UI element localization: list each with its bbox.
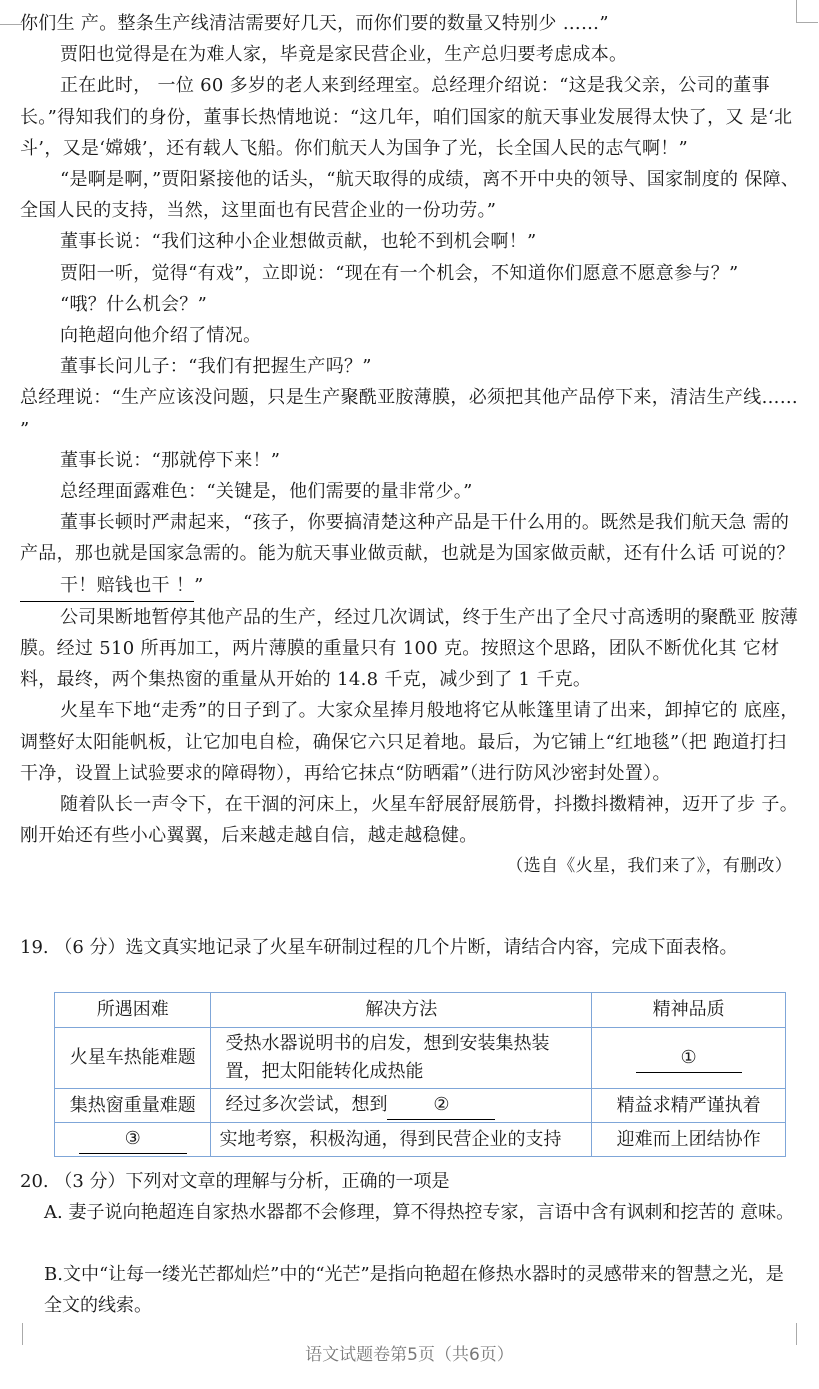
page-footer: 语文试题卷第5页（共6页） — [305, 1345, 514, 1365]
passage-paragraph: 向艳超向他介绍了情况。 — [60, 325, 262, 347]
table-row — [55, 1089, 786, 1123]
table-cell: 迎难而上团结协作 — [592, 1123, 786, 1157]
table-cell — [55, 1123, 211, 1157]
source-note: （选自《火星，我们来了》，有删改） — [506, 856, 792, 877]
table-row — [55, 1123, 786, 1157]
question-20: 20. （3 分）下列对文章的理解与分析，正确的一项是 — [20, 1171, 450, 1192]
crop-mark — [0, 24, 22, 25]
table-cell: 集热窗重量难题 — [55, 1089, 211, 1123]
table-cell: 火星车热能难题 — [55, 1028, 211, 1089]
answer-blank-3[interactable]: ③ — [79, 1125, 187, 1154]
table-header: 所遇困难 — [55, 993, 211, 1028]
passage-paragraph: 董事长说：“那就停下来！” — [60, 449, 281, 471]
passage-text: ” — [194, 574, 204, 596]
answer-table — [54, 992, 786, 1157]
table-cell — [211, 1089, 592, 1123]
table-header: 精神品质 — [592, 993, 786, 1028]
cell-text: 经过多次尝试，想到 — [225, 1094, 388, 1115]
passage-paragraph: 贾阳也觉得是在为难人家，毕竟是家民营企业，生产总归要考虑成本。 — [60, 44, 628, 66]
underlined-quote: 干！赔钱也干 ！ — [20, 570, 194, 602]
table-cell — [592, 1028, 786, 1089]
passage-paragraph: 董事长问儿子：“我们有把握生产吗？” — [60, 356, 372, 378]
passage-paragraph: 正在此时， 一位 60 多岁的老人来到经理室。总经理介绍说：“这是我父亲，公司的董事 长。”得知我们的身份，董事长热情地说：“这几年，咱们国家的航天事业发展得太快了，又 是‘北斗’，又是‘嫦娥’，还有载人飞船。你们航天人为国争了光，长全国人民的志气啊！” — [20, 75, 793, 159]
passage-paragraph: “是啊是啊，”贾阳紧接他的话头，“航天取得的成绩，离不开中央的领导、国家制度的 保障、全国人民的支持，当然，这里面也有民营企业的一份功劳。” — [20, 169, 800, 222]
passage-paragraph: 公司果断地暂停其他产品的生产，经过几次调试，终于生产出了全尺寸高透明的聚酰亚 胺薄膜。经过 510 所再加工，两片薄膜的重量只有 100 克。按照这个思路，团队不断优化其 它材料，最终，两个集热窗的重量从开始的 14.8 千克，减少到了 1 千克。 — [20, 606, 799, 691]
reading-passage — [20, 8, 800, 883]
table-cell: 受热水器说明书的启发，想到安装集热装置，把太阳能转化成热能 — [211, 1028, 592, 1089]
passage-paragraph: 董事长说：“我们这种小企业想做贡献，也轮不到机会啊！” — [60, 231, 537, 253]
passage-paragraph: 总经理面露难色：“关键是，他们需要的量非常少。” — [60, 481, 473, 503]
table-header: 解决方法 — [211, 993, 592, 1028]
answer-blank-1[interactable]: ① — [636, 1044, 742, 1073]
passage-paragraph: 贾阳一听，觉得“有戏”，立即说：“现在有一个机会，不知道你们愿意不愿意参与？” — [60, 262, 739, 284]
table-cell: 实地考察，积极沟通，得到民营企业的支持 — [211, 1123, 592, 1157]
passage-paragraph: “哦？什么机会？” — [60, 293, 208, 315]
passage-text: 董事长顿时严肃起来，“孩子，你要搞清楚这种产品是干什么用的。既然是我们航天急 需的产品，那也就是国家急需的。能为航天事业做贡献，也就是为国家做贡献，还有什么话 可说的？ — [20, 512, 795, 565]
option-b[interactable]: B.文中“让每一缕光芒都灿烂”中的“光芒”是指向艳超在修热水器时的灵感带来的智慧之光，是全文的线索。 — [44, 1264, 784, 1316]
question-19: 19. （6 分）选文真实地记录了火星车研制过程的几个片断，请结合内容，完成下面表格。 — [20, 937, 738, 958]
table-header-row — [55, 993, 786, 1028]
answer-blank-2[interactable]: ② — [387, 1091, 495, 1120]
passage-paragraph: 你们生 产。整条生产线清洁需要好几天，而你们要的数量又特别少 ……” — [20, 13, 609, 34]
passage-paragraph: 总经理说：“生产应该没问题，只是生产聚酰亚胺薄膜，必须把其他产品停下来，清洁生产线…… ” — [20, 387, 799, 440]
option-a[interactable]: A. 妻子说向艳超连自家热水器都不会修理，算不得热控专家，言语中含有讽刺和挖苦的 意味。 — [44, 1202, 795, 1223]
passage-paragraph: 火星车下地“走秀”的日子到了。大家众星捧月般地将它从帐篷里请了出来，卸掉它的 底座，调整好太阳能帆板，让它加电自检，确保它六只足着地。最后，为它铺上“红地毯”（把 跑道打扫干净，设置上试验要求的障碍物），再给它抹点“防晒霜”（进行防风沙密封处置）。 — [20, 700, 799, 784]
passage-paragraph: 随着队长一声令下，在干涸的河床上，火星车舒展舒展筋骨，抖擞抖擞精神，迈开了步 子。刚开始还有些小心翼翼，后来越走越自信，越走越稳健。 — [20, 794, 799, 847]
table-cell: 精益求精严谨执着 — [592, 1089, 786, 1123]
table-row — [55, 1028, 786, 1089]
passage-paragraph — [20, 507, 800, 602]
